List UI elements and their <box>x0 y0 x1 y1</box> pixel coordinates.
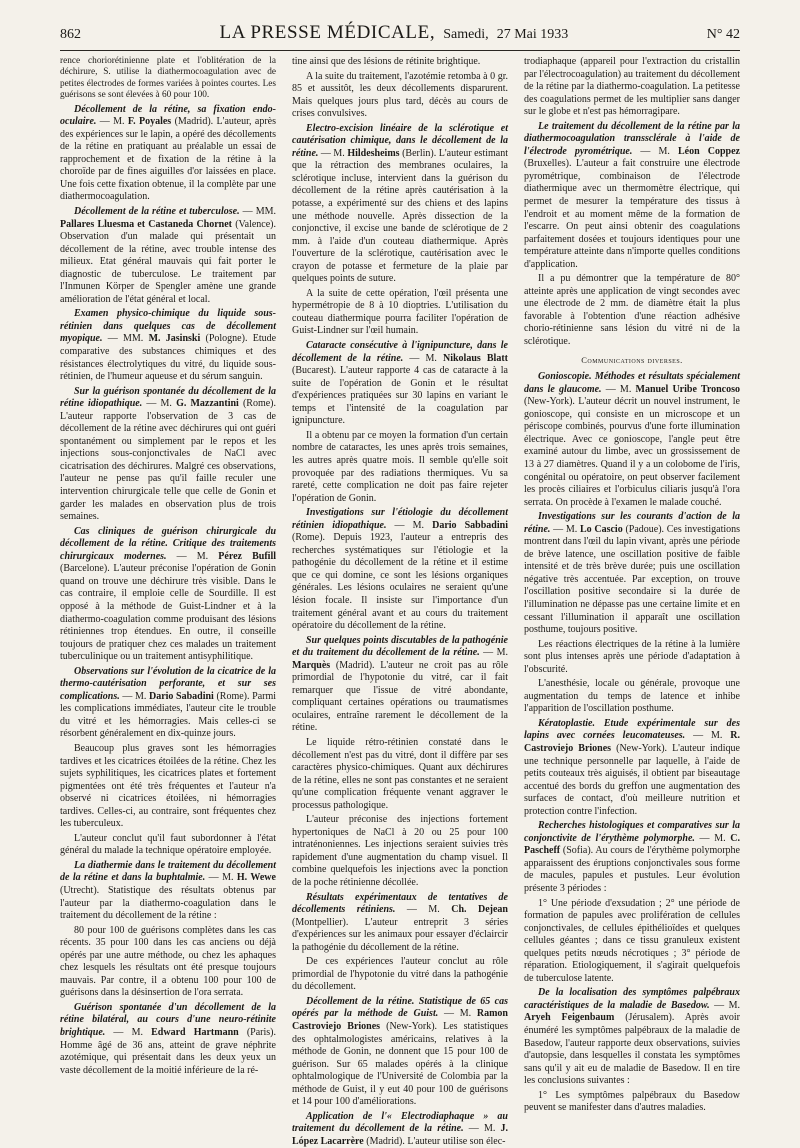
paragraph-text: (Barcelone). L'auteur préconise l'opération de Gonin quand on trouve une déchirure très visible. Dans le cas contraire, il emploie celle de Sourdille. Il est opposé à la méthode de Guist-Lindner et à la diathermo-coagulation comme produisant des lésions rétiniennes trop étendues. En outre, il conseille toujours de pratiquer chez ces malades un traitement tuberculinique ou un traitement antisyphilitique. <box>60 563 276 663</box>
abstract-title: Le traitement du décollement de la rétine par la diathermocoagulation transsclérale à l'aide de l'électrode pyrométrique. <box>524 120 740 157</box>
paragraph-text: (Pologne). Etude comparative des substances chimiques et des résistances électrolytiques du vitré, du liquide sous-rétinien, de l'humeur aqueuse et du sérum sanguin. <box>60 333 277 383</box>
body-paragraph <box>524 273 740 348</box>
paragraph-text: Il a pu démontrer que la température de 80° atteinte après une application de vingt secondes avec une électrode de 2 mm. de diamètre était la plus favorable à l'obtention d'une réaction adhésive chorio-rétinienne sans lésion du vitré ni de la sclérotique. <box>524 273 740 348</box>
abstract-paragraph: Résultats expérimentaux de tentatives de décollements rétiniens. — M. Ch. Dejean (Montpellier). L'auteur entreprit 3 séries d'expériences sur les animaux pour essayer d'éclaircir la pathogénie du décollement de la rétine. <box>292 891 508 953</box>
paragraph-text: (Madrid). L'auteur ne croit pas au rôle primordial de l'hypotonie du vitré, car il fait remarquer que l'issue de vitré abondante, compliquant certaines opérations ou traumatismes oculaires, entraîne rarement le décollement de la rétine. <box>292 659 509 734</box>
abstract-title: La diathermie dans le traitement du décollement de la rétine et dans la buphtalmie. <box>60 859 276 884</box>
author-name: M. Jasinski <box>148 333 201 345</box>
author-name: H. Wewe <box>236 872 276 884</box>
author-name: Nikolaus Blatt <box>442 352 508 364</box>
body-paragraph <box>524 678 740 716</box>
body-paragraph <box>524 639 740 677</box>
author-name: G. Mazzantini <box>176 398 239 410</box>
abstract-title: Décollement de la rétine. Statistique de 65 cas opérés par la méthode de Guist. <box>292 995 508 1020</box>
paragraph-text: (Valence). Observation d'un malade qui présentait un décollement de la rétine, avec trouble intense des milieux. Etat général mauvais qui fait porter le diagnostic de tuberculose. Le traitement par l'Inmunen Körper de Spengler amène une grande amélioration de l'état général et local. <box>60 218 276 305</box>
paragraph-text: Beaucoup plus graves sont les hémorragies tardives et les cicatrices étoilées de la rétine. Chez les sujets syphilitiques, les cicatrices plates et fortement pigmentées ont été très fréquentes et l'auteur n'a observé ni cicatrices étoilées, ni hémorragies tardives. Celles-ci, au contraire, sont fréquentes chez les tuberculeux. <box>60 742 276 830</box>
issue-date: 27 Mai 1933 <box>496 27 569 42</box>
author-name: Dario Sabadini <box>148 690 214 702</box>
author-name: Ramon Castroviejo Briones <box>292 1008 508 1033</box>
abstract-title: Résultats expérimentaux de tentatives de décollements rétiniens. <box>292 891 508 916</box>
paragraph-text: (New-York). L'auteur décrit un nouvel instrument, le gonioscope, qui consiste en un microscope et un périscope combinés, pourvus d'une forte illumination électrique. Avec ce gonioscope, l'angle peut être examiné autour du limbe, avec un grossissement de 13 à 27 diamètres. Quand il y a un colobome de l'iris, congénital ou opératoire, on peut observer facilement les procès ciliaires et l'orbiculus ciliaris jusqu'à l'ora serrata. On procède à l'examen le malade couché. <box>524 396 740 508</box>
abstract-paragraph: Sur quelques points discutables de la pathogénie et du traitement du décollement de la rétine. — M. Marquès (Madrid). L'auteur ne croit pas au rôle primordial de l'hypotonie du vitré, car il fait remarquer que l'issue de vitré abondante, compliquant certaines opérations ou traumatismes oculaires, entraîne rarement le décollement de la rétine. <box>292 634 509 734</box>
paragraph-text: (New-York). L'auteur indique une technique personnelle par laquelle, à l'aide de petits couteaux très aiguisés, il obtient par biseautage accentué des bords du greffon une augmentation des surfaces de contact, d'où meilleure nutrition et protection contre l'infection. <box>524 742 740 817</box>
author-name: Pallares Lluesma et Castaneda Chornet <box>60 218 232 230</box>
abstract-title: Décollement de la rétine et tuberculose. <box>74 206 240 217</box>
paragraph-text: Il a obtenu par ce moyen la formation d'un certain nombre de cataractes, les unes après trois semaines, les autres après quatre mois. Il semble qu'elle soit provoquée par des radiations thermiques. Vu sa rareté, cette complication ne doit pas faire rejeter l'opération de Gonin. <box>292 429 508 504</box>
body-paragraph <box>292 737 508 812</box>
abstract-title: De la localisation des symptômes palpébraux caractéristiques de la maladie de Basedow. <box>524 987 740 1011</box>
paragraph-text: (Rome). Depuis 1923, l'auteur a entrepris des recherches systématiques sur l'étiologie et la pathogénie du décollement de la rétine et il estime que ce qui domine, ce sont les lésions organiques générales. Les lésions oculaires ne seraient qu'une lésion focale. Il insiste sur l'importance d'un traitement général avant et au cours du traitement opératoire du décollement de la rétine. <box>292 532 508 632</box>
abstract-paragraph: Gonioscopie. Méthodes et résultats spécialement dans le glaucome. — M. Manuel Uribe Troncoso (New-York). L'auteur décrit un nouvel instrument, le gonioscope, qui consiste en un microscope et un périscope combinés, pourvus d'une forte illumination électrique. Avec ce gonioscope, l'angle peut être examiné autour du limbe, avec un grossissement de 13 à 27 diamètres. Quand il y a un colobome de l'iris, congénital ou opératoire, on peut observer facilement les procès ciliaires et l'orbiculus ciliaris jusqu'à l'ora serrata. On procède à l'examen le malade couché. <box>524 371 740 508</box>
abstract-paragraph: Sur la guérison spontanée du décollement de la rétine idiopathique. — M. G. Mazzantini (Rome). L'auteur rapporte l'observation de 3 cas de décollement de la rétine avec déchirures qui ont guéri spontanément ou simplement par le repos et les injections sous-conjonctivales de NaCl avec cicatrisation des déchirures. Malgré ces observations, l'auteur ne pense pas qu'il faille reculer une intervention chirurgicale telle que celle de Gonin et garder les malades en observation plus de trois semaines. <box>60 385 277 523</box>
abstract-paragraph: Le traitement du décollement de la rétine par la diathermocoagulation transsclérale à l'aide de l'électrode pyrométrique. — M. Léon Coppez (Bruxelles). L'auteur a fait construire une électrode pyrométrique, combinaison de l'électrode diathermique avec un thermomètre électrique, qui permet de mesurer la température des tissus à l'endroit et au moment même de la formation de l'escarre. On peut ainsi obtenir des coagulations parfaitement dosées et toujours identiques pour une température atteinte dans n'importe quelles conditions d'application. <box>524 120 740 270</box>
article-columns <box>60 54 741 1147</box>
body-paragraph <box>60 743 276 831</box>
author-name: Marquès <box>292 659 331 671</box>
abstract-title: Electro-excision linéaire de la sclérotique et cautérisation chimique, dans le décollement de la rétine. <box>292 122 508 159</box>
author-name: Léon Coppez <box>678 145 740 157</box>
author-name: Aryeh Feigenbaum <box>524 1012 615 1024</box>
abstract-title: Cataracte consécutive à l'ignipuncture, dans le décollement de la rétine. <box>292 340 508 364</box>
abstract-paragraph: Décollement de la rétine, sa fixation endo-oculaire. — M. F. Poyales (Madrid). L'auteur, après des expériences sur le lapin, a opéré des décollements de la rétine en pratiquant au préalable un essai de rapprochement et de fixation de la rétine à la choroïde par de fines aiguilles d'or laissées en place. Une fois cette fixation obtenue, il la complète par une diathermocoagulation. <box>60 103 276 203</box>
paragraph-text: A la suite du traitement, l'azotémie retomba à 0 gr. 85 et aussitôt, les deux décollements disparurent. Mais quelques jours plus tard, décès au cours de crises convulsives. <box>292 70 508 120</box>
body-paragraph <box>292 71 508 121</box>
text-column-2 <box>292 54 509 1147</box>
issue-day: Samedi, <box>443 27 489 42</box>
abstract-title: Investigations sur l'étiologie du décollement rétinien idiopathique. <box>292 507 508 531</box>
abstract-title: Examen physico-chimique du liquide sous-rétinien dans quelques cas de décollement myopique. <box>60 308 276 345</box>
paragraph-text: (Sofia). Au cours de l'érythème polymorphe apparaissent des éruptions conjonctivales sous forme de macules, papules et pustules. Leur évolution présente 3 périodes : <box>524 845 740 894</box>
body-paragraph <box>292 56 508 69</box>
abstract-paragraph: Observations sur l'évolution de la cicatrice de la thermo-cautérisation perforante, et sur ses complications. — M. Dario Sabadini (Rome). Parmi les complications immédiates, l'auteur cite le trouble du vitré et les hémorragies. Mais celles-ci se résorbent généralement en dix-quinze jours. <box>60 665 277 740</box>
abstract-title: Application de l'« Electrodiaphaque » au traitement du décollement de la rétine. <box>292 1110 508 1135</box>
issue-number: N° 42 <box>706 27 740 42</box>
abstract-paragraph: Décollement de la rétine. Statistique de 65 cas opérés par la méthode de Guist. — M. Ramon Castroviejo Briones (New-York). Les statistiques des ophtalmologistes américains, relatives à la méthode de Gonin, ne donnent que 15 pour 100 de guérison. Sur 65 malades opérés à la clinique ophtalmologique de l'Université de Colombia par la méthode de Guist, il y eut 40 pour 100 de guérisons et 14 pour 100 d'améliorations. <box>292 995 509 1108</box>
author-name: C. Pascheff <box>524 832 740 857</box>
paragraph-text: 1° Les symptômes palpébraux du Basedow peuvent se manifester dans d'autres maladies. <box>524 1089 740 1114</box>
abstract-paragraph: Guérison spontanée d'un décollement de la rétine bilatéral, au cours d'une neuro-rétinite brightique. — M. Edward Hartmann (Paris). Homme âgé de 36 ans, atteint de grave néphrite azotémique, qui présentait dans les deux yeux un vaste décollement de la moitié inférieure de la ré- <box>60 1001 277 1076</box>
paragraph-text: (Paris). Homme âgé de 36 ans, atteint de grave néphrite azotémique, qui présentait dans les deux yeux un vaste décollement de la moitié inférieure de la ré- <box>60 1027 277 1076</box>
author-name: Manuel Uribe Troncoso <box>635 383 740 395</box>
paragraph-text: (Berlin). L'auteur estimant que la rétraction des membranes oculaires, la sclérotique incluse, intervient dans la guérison du décollement de la rétine après cautérisation à la potasse, a expérimenté sur des chiens et des lapins une méthode nouvelle. Après dissection de la conjonctive, il excise une bande de sclérotique de 2 mm. à l'aide d'un couteau diathermique. Après l'ouverture de la sclérotique, cautérisation avec le crayon de potasse et fermeture de la plaie par quelques points de suture. <box>292 147 509 285</box>
author-name: J. López Lacarrère <box>292 1123 508 1147</box>
text-column-3 <box>524 54 741 1114</box>
author-name: Pérez Bufill <box>218 550 276 562</box>
abstract-title: Gonioscopie. Méthodes et résultats spécialement dans le glaucome. <box>524 371 740 395</box>
abstract-paragraph: Investigations sur l'étiologie du décollement rétinien idiopathique. — M. Dario Sabbadini (Rome). Depuis 1923, l'auteur a entrepris des recherches systématiques sur l'étiologie et la pathogénie du décollement de la rétine et il estime que ce qui domine, ce sont les lésions organiques générales. Les lésions oculaires ne seraient qu'une lésion focale. Il insiste sur l'importance d'un traitement général avant et au cours du traitement opératoire du décollement de la rétine. <box>292 507 508 632</box>
body-paragraph <box>60 56 276 102</box>
body-paragraph <box>292 430 508 505</box>
paragraph-text: Le liquide rétro-rétinien constaté dans le décollement n'est pas du vitré, dont il diffère par ses caractères physico-chimiques. Quant aux déchirures de la rétine, elles ne sont pas constantes et ne seraient qu'une complication fréquente venant aggraver le processus pathologique. <box>292 736 508 811</box>
paragraph-text: Les réactions électriques de la rétine à la lumière sont plus intenses après une période d'adaptation à l'obscurité. <box>524 638 740 675</box>
section-heading: Communications diverses. <box>581 354 683 365</box>
paragraph-text: A la suite de cette opération, l'œil présenta une hypermétropie de 8 à 10 dioptries. L'utilisation du couteau diathermique pourra faciliter l'opération de Guist-Lindner sur l'œil humain. <box>292 287 508 337</box>
abstract-paragraph: Application de l'« Electrodiaphaque » au traitement du décollement de la rétine. — M. J. López Lacarrère (Madrid). L'auteur utilise son élec- <box>292 1110 508 1147</box>
abstract-paragraph: Examen physico-chimique du liquide sous-rétinien dans quelques cas de décollement myopique. — MM. M. Jasinski (Pologne). Etude comparative des substances chimiques et des résistances électrolytiques du vitré, du liquide sous-rétinien, de l'humeur aqueuse et du sérum sanguin. <box>60 308 277 383</box>
paragraph-text: (New-York). Les statistiques des ophtalmologistes américains, relatives à la méthode de Gonin, ne donnent que 15 pour 100 de guérison. Sur 65 malades opérés à la clinique ophtalmologique de l'Université de Colombia par la méthode de Guist, il y eut 40 pour 100 de guérisons et 14 pour 100 d'améliorations. <box>292 1021 509 1108</box>
journal-name: LA PRESSE MÉDICALE, <box>219 22 436 43</box>
paragraph-text: 1° Une période d'exsudation ; 2° une période de formation de papules avec prolifération de cellules conjonctivales, de cellules épithélioïdes et quelques cellules géantes ; dans ce tissu granuleux existent quelques petits nœuds nécrotiques ; 3° période de réparation. Etiologiquement, il s'agirait quelquefois de tuberculose latente. <box>524 897 740 984</box>
author-name: Ch. Dejean <box>451 904 508 916</box>
paragraph-text: L'auteur conclut qu'il faut subordonner à l'état général du malade la technique opératoire employée. <box>60 832 276 857</box>
paragraph-text: De ces expériences l'auteur conclut au rôle primordial de l'hypotonie du vitré dans la pathogénie du décollement. <box>292 956 508 993</box>
author-name: Dario Sabbadini <box>432 519 508 531</box>
body-paragraph <box>524 56 740 119</box>
abstract-paragraph: Kératoplastie. Etude expérimentale sur des lapins avec cornées leucomateuses. — M. R. Castroviejo Briones (New-York). L'auteur indique une technique personnelle par laquelle, à l'aide de petits couteaux très aiguisés, il obtient par biseautage accentué des bords du greffon une augmentation des surfaces de contact, d'où meilleure nutrition et protection contre l'infection. <box>524 717 740 817</box>
abstract-title: Sur la guérison spontanée du décollement de la rétine idiopathique. <box>60 385 276 410</box>
abstract-title: Recherches histologiques et comparatives sur la conjonctivite de l'érythème polymorphe. <box>524 820 740 844</box>
paragraph-text: rence choriorétinienne plate et l'oblitération de la déchirure, S. utilise la diathermocoagulation avec de petites électrodes de formes variées à pointes courtes. Les guérisons se sont élevées à 60 pour 100. <box>60 56 276 101</box>
abstract-title: Observations sur l'évolution de la cicatrice de la thermo-cautérisation perforante, et sur ses complications. <box>60 665 276 702</box>
paragraph-text: (Jérusalem). Après avoir énuméré les symptômes palpébraux de la maladie de Basedow, l'auteur rapporte deux observations, suivies d'autopsie, dans lesquelles il constata les symptômes sans qu'il y ait eu de maladie de Basedow. Il en tire les conclusions suivantes : <box>524 1012 740 1087</box>
paragraph-text: (Rome). L'auteur rapporte l'observation de 3 cas de décollement de la rétine avec déchirures qui ont guéri spontanément ou simplement par le repos et les injections sous-conjonctivales de NaCl avec cicatrisation des déchirures. Malgré ces observations, l'auteur ne pense pas qu'il faille reculer une intervention chirurgicale telle que celle de Gonin et garder les malades en observation plus de trois semaines. <box>60 398 277 523</box>
paragraph-text: (Bruxelles). L'auteur a fait construire une électrode pyrométrique, combinaison de l'électrode diathermique avec un thermomètre électrique, qui permet de mesurer la température des tissus à l'endroit et au moment même de la formation de l'escarre. On peut ainsi obtenir des coagulations parfaitement dosées et toujours identiques pour une température atteinte dans n'importe quelles conditions d'application. <box>524 158 740 270</box>
paragraph-text: 80 pour 100 de guérisons complètes dans les cas récents. 35 pour 100 dans les cas anciens ou déjà opérés par une autre méthode, ou chez les aphaques chez lesquels les résultats ont été presque toujours mauvais. Par contre, il a obtenu 100 pour 100 de guérisons dans la désinsertion de l'ora serrata. <box>60 924 276 999</box>
abstract-paragraph: Décollement de la rétine et tuberculose. — MM. Pallares Lluesma et Castaneda Chornet (Valence). Observation d'un malade qui présentait un décollement de la rétine, avec trouble intense des milieux. Etat général mauvais qui fait porter le diagnostic de tuberculose. Le traitement par l'Inmunen Körper de Spengler amène une grande amélioration de l'état général et local. <box>60 206 277 305</box>
page-header <box>60 22 740 51</box>
paragraph-text: (Rome). Parmi les complications immédiates, l'auteur cite le trouble du vitré et les hémorragies. Mais celles-ci se résorbent généralement en dix-quinze jours. <box>60 690 277 740</box>
paragraph-text: tine ainsi que des lésions de rétinite brightique. <box>292 56 481 67</box>
author-name: R. Castroviejo Briones <box>524 730 740 754</box>
body-paragraph <box>292 956 508 994</box>
abstract-paragraph: La diathermie dans le traitement du décollement de la rétine et dans la buphtalmie. — M. H. Wewe (Utrecht). Statistique des résultats obtenus par l'auteur par la diathermo-coagulation dans le traitement du décollement de la rétine : <box>60 859 276 922</box>
author-prefix: MM. <box>123 333 144 345</box>
abstract-paragraph: Electro-excision linéaire de la sclérotique et cautérisation chimique, dans le décollement de la rétine. — M. Hildesheims (Berlin). L'auteur estimant que la rétraction des membranes oculaires, la sclérotique incluse, intervient dans la guérison du décollement de la rétine après cautérisation à la potasse, a expérimenté sur des chiens et des lapins une méthode nouvelle. Après dissection de la conjonctive, il excise une bande de sclérotique de 2 mm. à l'aide d'un couteau diathermique. Après l'ouverture de la sclérotique, cautérisation avec le crayon de potasse et fermeture de la plaie par quelques points de suture. <box>292 122 509 285</box>
abstract-title: Guérison spontanée d'un décollement de la rétine bilatéral, au cours d'une neuro-rétinite brightique. <box>60 1001 276 1038</box>
abstract-title: Sur quelques points discutables de la pathogénie et du traitement du décollement de la rétine. <box>292 634 508 659</box>
running-title <box>220 22 569 44</box>
paragraph-text: trodiaphaque (appareil pour l'extraction du cristallin par l'électrocoagulation) au traitement du décollement de la rétine par la diathermo-coagulation. La petitesse des coagulations permet de les multiplier sans danger sur le globe et n'est pas hémorragipare. <box>524 56 740 118</box>
abstract-title: Cas cliniques de guérison chirurgicale du décollement de la rétine. Critique des traitements chirurgicaux modernes. <box>60 525 276 562</box>
paragraph-text: (Montpellier). L'auteur entreprit 3 séries d'expériences sur les animaux pour essayer d'éclaircir la pathogénie du décollement de la rétine. <box>292 916 508 953</box>
abstract-paragraph: Cas cliniques de guérison chirurgicale du décollement de la rétine. Critique des traitements chirurgicaux modernes. — M. Pérez Bufill (Barcelone). L'auteur préconise l'opération de Gonin quand on trouve une déchirure très visible. Dans le cas contraire, il emploie celle de Sourdille. Il est opposé à la méthode de Guist-Lindner et à la diathermo-coagulation comme produisant des lésions rétiniennes trop étendues. En outre, il conseille toujours de pratiquer chez ces malades un traitement tuberculinique ou un traitement antisyphilitique. <box>60 525 276 663</box>
abstract-paragraph: Recherches histologiques et comparatives sur la conjonctivite de l'érythème polymorphe. — M. C. Pascheff (Sofia). Au cours de l'érythème polymorphe apparaissent des éruptions conjonctivales sous forme de macules, papules et pustules. Leur évolution présente 3 périodes : <box>524 820 740 894</box>
body-paragraph <box>292 288 508 338</box>
author-prefix: MM. <box>255 206 277 217</box>
body-paragraph <box>60 925 276 1000</box>
abstract-title: Investigations sur les courants d'action de la rétine. <box>524 511 740 535</box>
paragraph-text: (Utrecht). Statistique des résultats obtenus par l'auteur par la diathermo-coagulation dans le traitement du décollement de la rétine : <box>60 884 276 922</box>
abstract-paragraph: Investigations sur les courants d'action de la rétine. — M. Lo Cascio (Padoue). Ces investigations montrent dans l'œil du lapin vivant, après une période de brève latence, une oscillation positive de faible intensité et de très brève durée; puis une oscillation négative très accentuée. Par exception, on trouve l'oscillation positive secondaire si la durée de l'illumination ne dépasse pas une certaine limite et en cessant l'illumination il apparaît une oscillation posthume, toujours positive. <box>524 511 741 636</box>
paragraph-text: (Bucarest). L'auteur rapporte 4 cas de cataracte à la suite de l'opération de Gonin et le résultat d'expériences pratiquées sur 30 lapins en variant le temps et l'intensité de la coagulation par ignipuncture. <box>292 365 508 427</box>
abstract-paragraph: De la localisation des symptômes palpébraux caractéristiques de la maladie de Basedow. — M. Aryeh Feigenbaum (Jérusalem). Après avoir énuméré les symptômes palpébraux de la maladie de Basedow, l'auteur rapporte deux observations, suivies d'autopsie, dans lesquelles il constata les symptômes sans qu'il y ait eu de maladie de Basedow. Il en tire les conclusions suivantes : <box>524 987 740 1087</box>
body-paragraph <box>60 833 276 858</box>
paragraph-text: (Padoue). Ces investigations montrent dans l'œil du lapin vivant, après une période de brève latence, une oscillation positive de faible intensité et de très brève durée; puis une oscillation négative très accentuée. Par exception, on trouve l'oscillation positive secondaire si la durée de l'illumination ne dépasse pas une certaine limite et en cessant l'illumination il apparaît une oscillation posthume, toujours positive. <box>524 523 741 636</box>
page-number: 862 <box>60 27 81 42</box>
abstract-paragraph: Cataracte consécutive à l'ignipuncture, dans le décollement de la rétine. — M. Nikolaus Blatt (Bucarest). L'auteur rapporte 4 cas de cataracte à la suite de l'opération de Gonin et le résultat d'expériences pratiquées sur 30 lapins en variant le temps et l'intensité de la coagulation par ignipuncture. <box>292 340 508 427</box>
abstract-title: Kératoplastie. Etude expérimentale sur des lapins avec cornées leucomateuses. <box>524 717 740 742</box>
body-paragraph <box>292 814 508 889</box>
body-paragraph <box>524 898 740 986</box>
author-name: Hildesheims <box>347 147 400 159</box>
text-column-1 <box>60 54 276 1074</box>
paragraph-text: (Madrid). L'auteur utilise son élec- <box>366 1135 506 1147</box>
paragraph-text: L'anesthésie, locale ou générale, provoque une augmentation du temps de latence et inhibe l'apparition de l'oscillation posthume. <box>524 678 740 715</box>
paragraph-text: L'auteur préconise des injections fortement hypertoniques de NaCl à 20 ou 25 pour 100 intraténoniennes. Les injections seraient suivies très rapidement d'une augmentation du champ visuel. Il combine quelquefois les injections avec la ponction de la poche rétinienne décollée. <box>292 814 508 888</box>
paragraph-text: (Madrid). L'auteur, après des expériences sur le lapin, a opéré des décollements de la rétine en pratiquant au préalable un essai de rapprochement et de fixation de la rétine à la choroïde par de fines aiguilles d'or laissées en place. Une fois cette fixation obtenue, il la complète par une diathermocoagulation. <box>60 116 276 203</box>
abstract-title: Décollement de la rétine, sa fixation endo-oculaire. <box>60 103 276 128</box>
author-name: F. Poyales <box>127 116 172 128</box>
author-name: Edward Hartmann <box>151 1027 239 1038</box>
author-name: Lo Cascio <box>579 523 623 535</box>
body-paragraph <box>524 1090 740 1115</box>
